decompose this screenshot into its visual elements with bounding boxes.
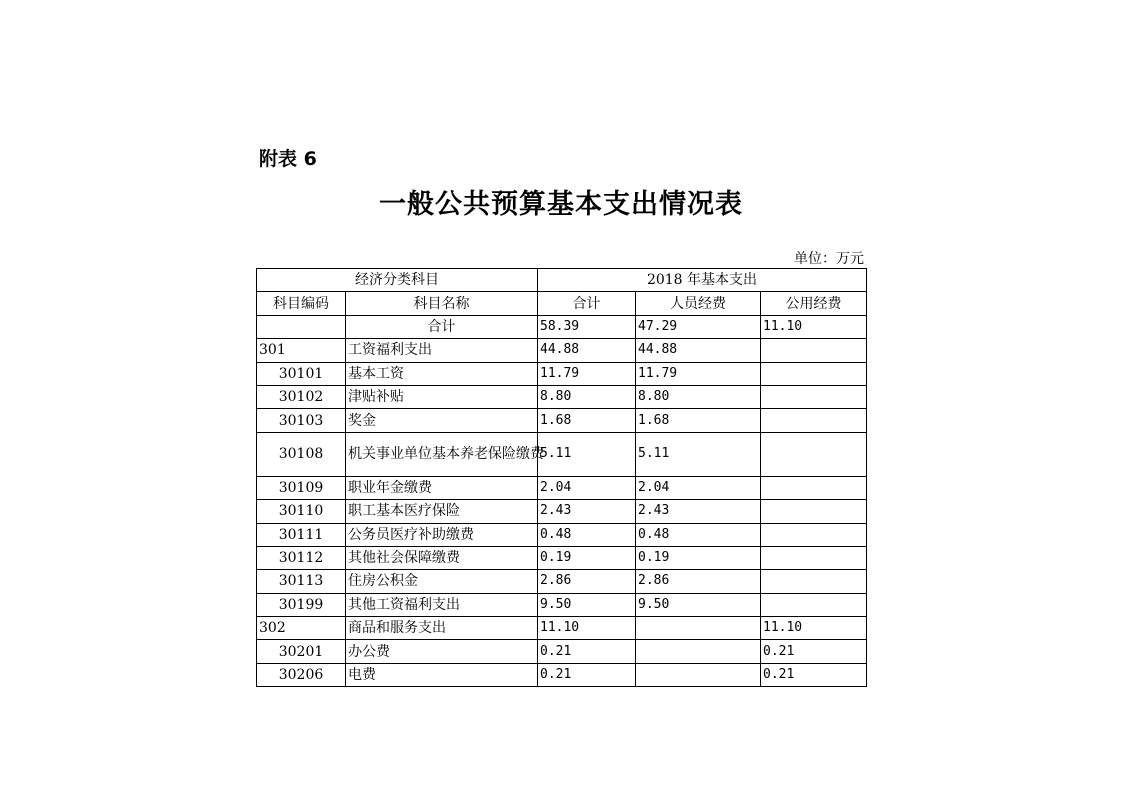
table-row (257, 640, 867, 663)
table-row (257, 362, 867, 385)
cell-code: 30102 (257, 385, 346, 408)
cell-total: 2.86 (538, 570, 636, 593)
cell-code: 30109 (257, 476, 346, 499)
cell-total: 8.80 (538, 385, 636, 408)
attachment-label: 附表 6 (259, 148, 317, 170)
cell-personnel: 2.86 (636, 570, 761, 593)
cell-public (761, 546, 867, 569)
cell-personnel: 2.43 (636, 500, 761, 523)
cell-personnel (636, 663, 761, 686)
table-row (257, 432, 867, 476)
cell-total: 2.43 (538, 500, 636, 523)
cell-personnel (636, 617, 761, 640)
group-header-expenditure: 2018 年基本支出 (538, 269, 867, 292)
cell-public (761, 432, 867, 476)
cell-public (761, 409, 867, 432)
cell-code: 30108 (257, 432, 346, 476)
cell-personnel (636, 640, 761, 663)
cell-code (257, 315, 346, 338)
table-row (257, 500, 867, 523)
cell-personnel: 5.11 (636, 432, 761, 476)
unit-label: 单位：万元 (794, 251, 864, 267)
cell-code: 30111 (257, 523, 346, 546)
budget-table (256, 268, 867, 687)
cell-personnel: 44.88 (636, 339, 761, 362)
total-row (257, 315, 867, 338)
page-title: 一般公共预算基本支出情况表 (379, 189, 743, 220)
cell-name: 其他工资福利支出 (346, 593, 538, 616)
cell-name: 机关事业单位基本养老保险缴费 (346, 432, 538, 476)
cell-name: 商品和服务支出 (346, 617, 538, 640)
cell-public (761, 570, 867, 593)
cell-public (761, 385, 867, 408)
cell-name: 工资福利支出 (346, 339, 538, 362)
cell-name: 住房公积金 (346, 570, 538, 593)
cell-public (761, 362, 867, 385)
cell-total: 2.04 (538, 476, 636, 499)
col-header-total: 合计 (538, 292, 636, 315)
cell-total: 11.79 (538, 362, 636, 385)
cell-total: 44.88 (538, 339, 636, 362)
cell-code: 30101 (257, 362, 346, 385)
cell-public: 0.21 (761, 663, 867, 686)
cell-public: 11.10 (761, 617, 867, 640)
cell-personnel: 9.50 (636, 593, 761, 616)
cell-name: 津贴补贴 (346, 385, 538, 408)
cell-total: 1.68 (538, 409, 636, 432)
table-row (257, 546, 867, 569)
cell-personnel: 0.19 (636, 546, 761, 569)
cell-public: 0.21 (761, 640, 867, 663)
cell-public (761, 523, 867, 546)
table-row (257, 339, 867, 362)
col-header-personnel: 人员经费 (636, 292, 761, 315)
table-row (257, 617, 867, 640)
col-header-code: 科目编码 (257, 292, 346, 315)
table-row (257, 409, 867, 432)
cell-personnel: 0.48 (636, 523, 761, 546)
col-header-public: 公用经费 (761, 292, 867, 315)
cell-code: 301 (257, 339, 346, 362)
cell-total: 9.50 (538, 593, 636, 616)
cell-name: 公务员医疗补助缴费 (346, 523, 538, 546)
cell-total: 0.48 (538, 523, 636, 546)
cell-name: 电费 (346, 663, 538, 686)
cell-name: 职工基本医疗保险 (346, 500, 538, 523)
cell-name: 合计 (346, 315, 538, 338)
cell-name: 基本工资 (346, 362, 538, 385)
cell-code: 30103 (257, 409, 346, 432)
cell-public (761, 500, 867, 523)
cell-public: 11.10 (761, 315, 867, 338)
table-row (257, 385, 867, 408)
cell-code: 30110 (257, 500, 346, 523)
table-row (257, 593, 867, 616)
cell-personnel: 11.79 (636, 362, 761, 385)
table-row (257, 570, 867, 593)
cell-personnel: 1.68 (636, 409, 761, 432)
cell-public (761, 593, 867, 616)
cell-name: 奖金 (346, 409, 538, 432)
cell-code: 30201 (257, 640, 346, 663)
table-row (257, 663, 867, 686)
cell-total: 0.21 (538, 663, 636, 686)
cell-personnel: 8.80 (636, 385, 761, 408)
cell-name: 办公费 (346, 640, 538, 663)
cell-code: 30113 (257, 570, 346, 593)
cell-total: 0.21 (538, 640, 636, 663)
col-header-name: 科目名称 (346, 292, 538, 315)
cell-personnel: 47.29 (636, 315, 761, 338)
cell-code: 30112 (257, 546, 346, 569)
cell-total: 5.11 (538, 432, 636, 476)
table-row (257, 523, 867, 546)
cell-public (761, 476, 867, 499)
cell-code: 302 (257, 617, 346, 640)
column-header-row (257, 292, 867, 315)
cell-total: 0.19 (538, 546, 636, 569)
cell-personnel: 2.04 (636, 476, 761, 499)
cell-total: 58.39 (538, 315, 636, 338)
cell-name: 职业年金缴费 (346, 476, 538, 499)
cell-public (761, 339, 867, 362)
cell-total: 11.10 (538, 617, 636, 640)
group-header-row (257, 269, 867, 292)
table-row (257, 476, 867, 499)
cell-name: 其他社会保障缴费 (346, 546, 538, 569)
group-header-economic: 经济分类科目 (257, 269, 538, 292)
cell-code: 30206 (257, 663, 346, 686)
cell-code: 30199 (257, 593, 346, 616)
